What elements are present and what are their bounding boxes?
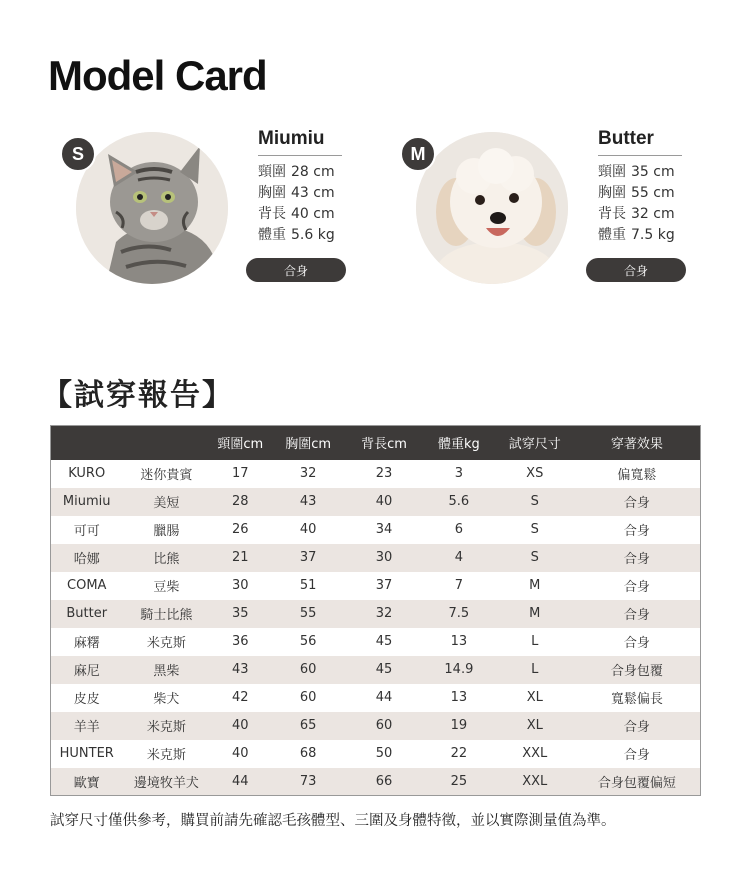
- table-cell: 32: [346, 600, 422, 628]
- table-row: [51, 684, 701, 712]
- report-title: 【試穿報告】: [42, 378, 234, 413]
- table-cell: 19: [422, 712, 496, 740]
- stat-value: 32 cm: [631, 206, 675, 222]
- table-cell: 5.6: [422, 488, 496, 516]
- model-card-s: [60, 128, 380, 298]
- model-name: Butter: [598, 128, 682, 156]
- table-cell: 30: [210, 572, 270, 600]
- table-cell: 17: [210, 460, 270, 488]
- stat-label: 胸圍: [598, 185, 626, 201]
- table-row: [51, 572, 701, 600]
- stat-label: 體重: [258, 227, 286, 243]
- column-header: 背長cm: [346, 426, 422, 460]
- table-cell: 米克斯: [122, 740, 210, 768]
- table-cell: 68: [270, 740, 346, 768]
- stat-row: [258, 162, 342, 183]
- table-cell: 55: [270, 600, 346, 628]
- stat-row: [598, 183, 682, 204]
- table-cell: 騎士比熊: [122, 600, 210, 628]
- stat-row: [598, 162, 682, 183]
- stat-row: [258, 204, 342, 225]
- table-cell: 哈娜: [51, 544, 123, 572]
- table-row: [51, 628, 701, 656]
- column-header: 穿著效果: [574, 426, 701, 460]
- table-cell: 寬鬆偏長: [574, 684, 701, 712]
- column-header: 體重kg: [422, 426, 496, 460]
- table-cell: 7.5: [422, 600, 496, 628]
- fit-badge: 合身: [586, 258, 686, 282]
- stat-label: 頸圍: [598, 164, 626, 180]
- table-row: [51, 516, 701, 544]
- table-cell: 30: [346, 544, 422, 572]
- table-cell: 28: [210, 488, 270, 516]
- table-row: [51, 544, 701, 572]
- table-cell: S: [496, 544, 574, 572]
- table-cell: 37: [346, 572, 422, 600]
- table-cell: 43: [210, 656, 270, 684]
- table-cell: 米克斯: [122, 628, 210, 656]
- table-cell: 32: [270, 460, 346, 488]
- table-cell: 4: [422, 544, 496, 572]
- table-row: [51, 488, 701, 516]
- table-cell: 14.9: [422, 656, 496, 684]
- table-cell: XXL: [496, 768, 574, 796]
- stat-value: 28 cm: [291, 164, 335, 180]
- table-cell: 40: [210, 740, 270, 768]
- disclaimer-note: 試穿尺寸僅供參考，購買前請先確認毛孩體型、三圍及身體特徵，並以實際測量值為準。: [50, 813, 616, 829]
- table-cell: 45: [346, 628, 422, 656]
- table-cell: 米克斯: [122, 712, 210, 740]
- table-cell: HUNTER: [51, 740, 123, 768]
- table-cell: 22: [422, 740, 496, 768]
- table-cell: 21: [210, 544, 270, 572]
- table-cell: 臘腸: [122, 516, 210, 544]
- model-info: [598, 128, 682, 246]
- table-cell: 合身包覆: [574, 656, 701, 684]
- table-cell: 合身: [574, 488, 701, 516]
- model-name: Miumiu: [258, 128, 342, 156]
- table-cell: 44: [346, 684, 422, 712]
- table-cell: 7: [422, 572, 496, 600]
- stat-row: [598, 204, 682, 225]
- table-cell: 26: [210, 516, 270, 544]
- table-cell: XXL: [496, 740, 574, 768]
- table-cell: 迷你貴賓: [122, 460, 210, 488]
- table-cell: L: [496, 656, 574, 684]
- table-cell: 可可: [51, 516, 123, 544]
- table-cell: 比熊: [122, 544, 210, 572]
- stat-row: [258, 183, 342, 204]
- table-cell: S: [496, 516, 574, 544]
- fit-badge: 合身: [246, 258, 346, 282]
- table-cell: 40: [270, 516, 346, 544]
- table-cell: 13: [422, 628, 496, 656]
- table-cell: 邊境牧羊犬: [122, 768, 210, 796]
- table-cell: 43: [270, 488, 346, 516]
- stat-row: [598, 225, 682, 246]
- table-cell: 合身: [574, 544, 701, 572]
- table-cell: 黑柴: [122, 656, 210, 684]
- table-cell: 13: [422, 684, 496, 712]
- stat-value: 35 cm: [631, 164, 675, 180]
- table-cell: 60: [346, 712, 422, 740]
- table-cell: 合身: [574, 516, 701, 544]
- table-cell: 6: [422, 516, 496, 544]
- table-cell: M: [496, 600, 574, 628]
- table-cell: 50: [346, 740, 422, 768]
- table-cell: 34: [346, 516, 422, 544]
- table-cell: COMA: [51, 572, 123, 600]
- table-row: [51, 600, 701, 628]
- table-cell: Miumiu: [51, 488, 123, 516]
- table-cell: 56: [270, 628, 346, 656]
- table-cell: 73: [270, 768, 346, 796]
- table-row: [51, 740, 701, 768]
- table-row: [51, 768, 701, 796]
- model-info: [258, 128, 342, 246]
- stat-label: 頸圍: [258, 164, 286, 180]
- stat-label: 體重: [598, 227, 626, 243]
- column-header: 頸圍cm: [210, 426, 270, 460]
- model-card-m: [400, 128, 720, 298]
- stat-label: 背長: [258, 206, 286, 222]
- dog-photo: [416, 132, 568, 284]
- table-cell: 偏寬鬆: [574, 460, 701, 488]
- table-cell: 25: [422, 768, 496, 796]
- table-cell: 皮皮: [51, 684, 123, 712]
- table-cell: 60: [270, 656, 346, 684]
- table-cell: 合身包覆偏短: [574, 768, 701, 796]
- table-cell: 35: [210, 600, 270, 628]
- table-cell: 65: [270, 712, 346, 740]
- table-cell: 3: [422, 460, 496, 488]
- table-cell: 51: [270, 572, 346, 600]
- table-cell: 豆柴: [122, 572, 210, 600]
- table-cell: 45: [346, 656, 422, 684]
- fit-report-table: [50, 425, 701, 796]
- table-cell: 60: [270, 684, 346, 712]
- table-cell: 42: [210, 684, 270, 712]
- table-cell: 合身: [574, 712, 701, 740]
- table-cell: 麻糬: [51, 628, 123, 656]
- table-cell: Butter: [51, 600, 123, 628]
- table-cell: M: [496, 572, 574, 600]
- table-cell: S: [496, 488, 574, 516]
- cat-photo: [76, 132, 228, 284]
- table-cell: 合身: [574, 572, 701, 600]
- table-header-row: [51, 426, 701, 460]
- column-header: 試穿尺寸: [496, 426, 574, 460]
- table-cell: 歐寶: [51, 768, 123, 796]
- table-cell: 美短: [122, 488, 210, 516]
- table-cell: XS: [496, 460, 574, 488]
- stat-value: 5.6 kg: [291, 227, 335, 243]
- table-cell: 合身: [574, 740, 701, 768]
- stat-value: 40 cm: [291, 206, 335, 222]
- table-cell: L: [496, 628, 574, 656]
- table-cell: 37: [270, 544, 346, 572]
- table-row: [51, 712, 701, 740]
- stat-value: 7.5 kg: [631, 227, 675, 243]
- table-cell: 44: [210, 768, 270, 796]
- stat-label: 胸圍: [258, 185, 286, 201]
- stat-value: 55 cm: [631, 185, 675, 201]
- table-cell: 合身: [574, 628, 701, 656]
- stat-label: 背長: [598, 206, 626, 222]
- table-row: [51, 460, 701, 488]
- table-cell: 40: [346, 488, 422, 516]
- table-cell: 23: [346, 460, 422, 488]
- column-header: [51, 426, 123, 460]
- table-cell: 36: [210, 628, 270, 656]
- table-cell: XL: [496, 712, 574, 740]
- stat-value: 43 cm: [291, 185, 335, 201]
- table-cell: 柴犬: [122, 684, 210, 712]
- column-header: 胸圍cm: [270, 426, 346, 460]
- table-cell: XL: [496, 684, 574, 712]
- stat-row: [258, 225, 342, 246]
- table-cell: 66: [346, 768, 422, 796]
- table-cell: 羊羊: [51, 712, 123, 740]
- table-cell: 合身: [574, 600, 701, 628]
- column-header: [122, 426, 210, 460]
- table-cell: KURO: [51, 460, 123, 488]
- table-cell: 40: [210, 712, 270, 740]
- table-row: [51, 656, 701, 684]
- size-badge: M: [400, 136, 436, 172]
- size-badge: S: [60, 136, 96, 172]
- table-cell: 麻尼: [51, 656, 123, 684]
- page-title: Model Card: [48, 52, 267, 99]
